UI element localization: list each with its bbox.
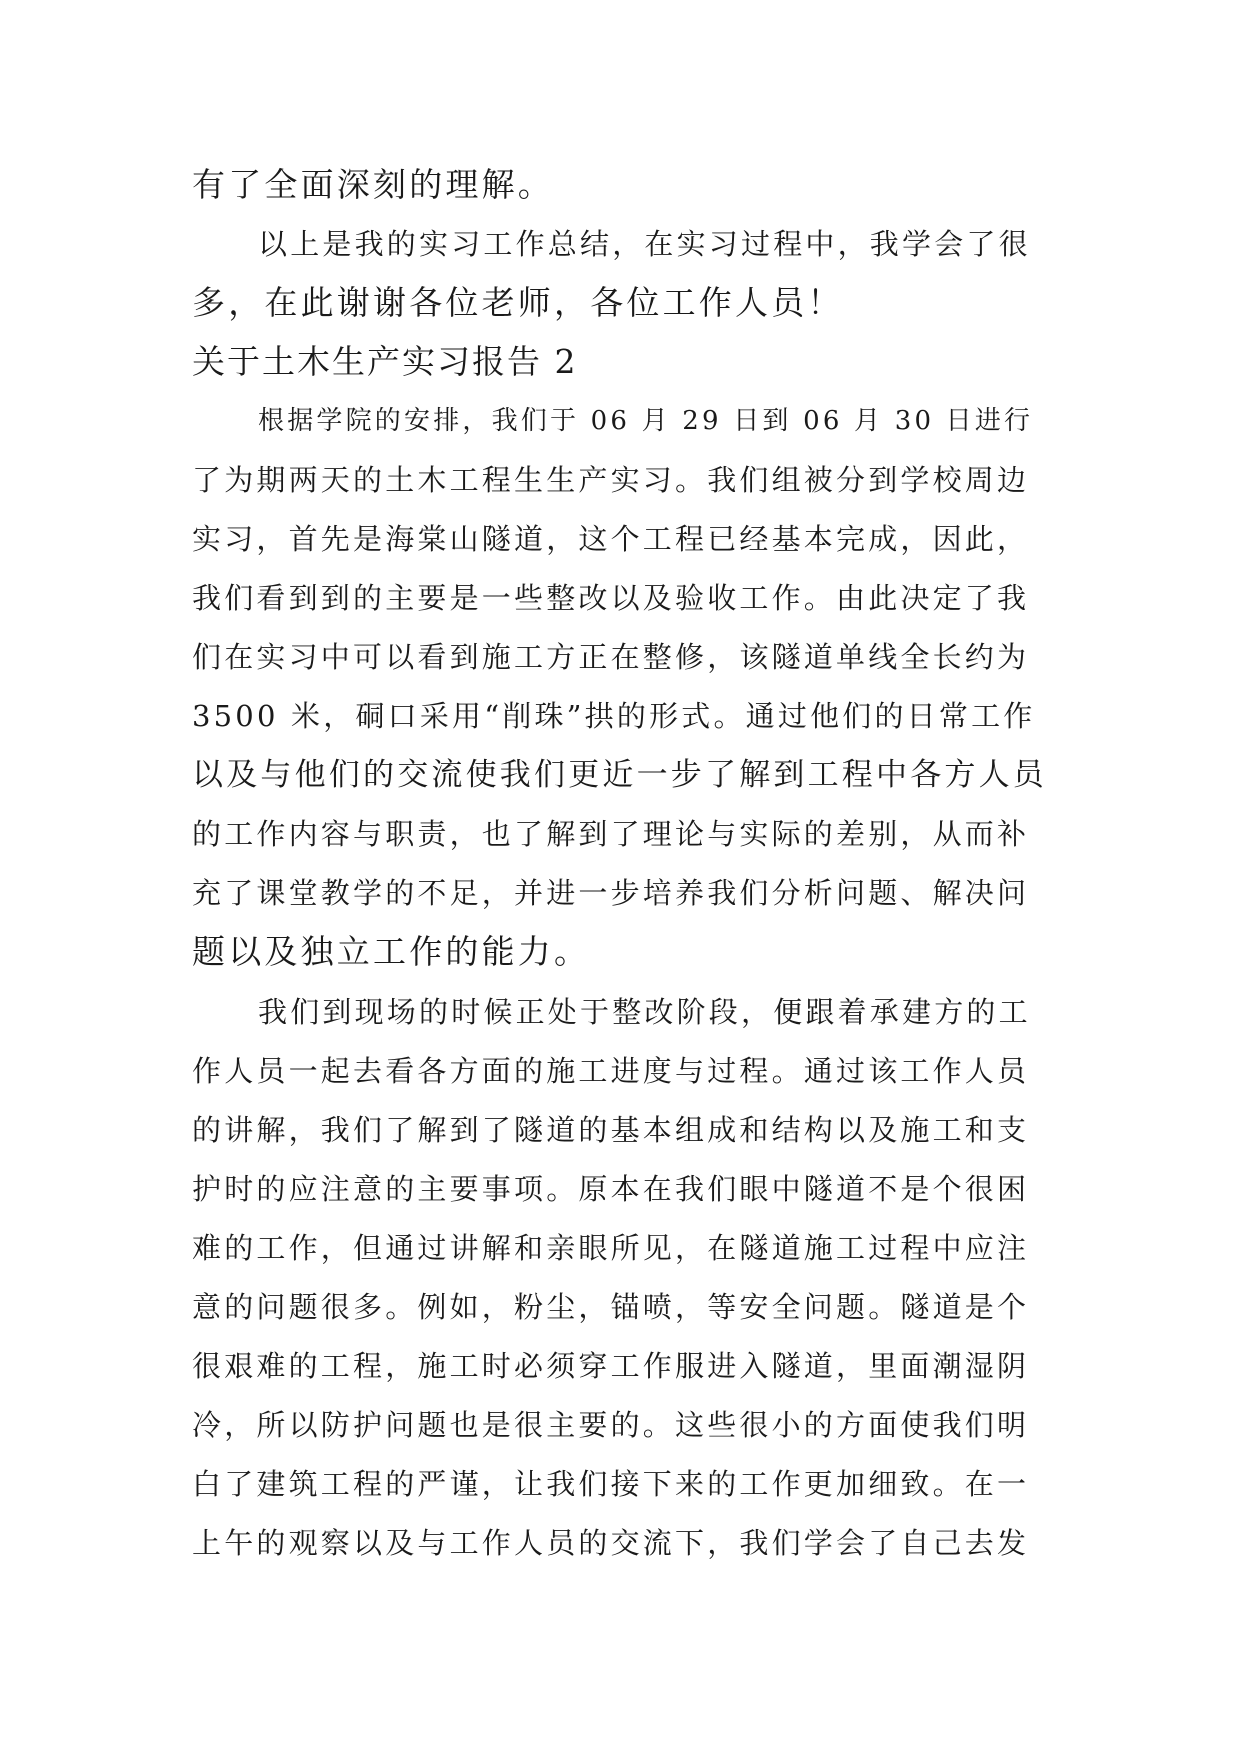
text-line: 题以及独立工作的能力。 [192, 932, 591, 971]
text-line: 们在实习中可以看到施工方正在整修，该隧道单线全长约为 [192, 640, 1030, 674]
text-line: 白了建筑工程的严谨，让我们接下来的工作更加细致。在一 [192, 1467, 1030, 1501]
text-line: 多，在此谢谢各位老师，各位工作人员！ [192, 283, 844, 322]
text-line: 很艰难的工程，施工时必须穿工作服进入隧道，里面潮湿阴 [192, 1349, 1030, 1383]
text-line: 我们到现场的时候正处于整改阶段，便跟着承建方的工 [258, 995, 1031, 1029]
text-line: 冷，所以防护问题也是很主要的。这些很小的方面使我们明 [192, 1408, 1030, 1442]
text-line: 上午的观察以及与工作人员的交流下，我们学会了自己去发 [192, 1526, 1030, 1560]
text-line: 根据学院的安排，我们于 06 月 29 日到 06 月 30 日进行 [258, 406, 1034, 436]
text-line: 有了全面深刻的理解。 [192, 165, 554, 204]
text-line: 意的问题很多。例如，粉尘，锚喷，等安全问题。隧道是个 [192, 1290, 1030, 1324]
text-line: 了为期两天的土木工程生生产实习。我们组被分到学校周边 [192, 463, 1030, 497]
text-line: 充了课堂教学的不足，并进一步培养我们分析问题、解决问 [192, 876, 1030, 910]
text-line: 的工作内容与职责，也了解到了理论与实际的差别，从而补 [192, 817, 1030, 851]
text-line: 以上是我的实习工作总结，在实习过程中，我学会了很 [258, 227, 1031, 261]
section-heading: 关于土木生产实习报告 2 [192, 342, 578, 381]
text-line: 我们看到到的主要是一些整改以及验收工作。由此决定了我 [192, 581, 1030, 615]
text-line: 护时的应注意的主要事项。原本在我们眼中隧道不是个很困 [192, 1172, 1030, 1206]
text-line: 的讲解，我们了解到了隧道的基本组成和结构以及施工和支 [192, 1113, 1030, 1147]
text-line: 难的工作，但通过讲解和亲眼所见，在隧道施工过程中应注 [192, 1231, 1030, 1265]
text-line: 作人员一起去看各方面的施工进度与过程。通过该工作人员 [192, 1054, 1030, 1088]
text-line: 3500 米，硐口采用“削珠”拱的形式。通过他们的日常工作 [192, 699, 1036, 733]
text-line: 以及与他们的交流使我们更近一步了解到工程中各方人员 [192, 757, 1047, 793]
text-line: 实习，首先是海棠山隧道，这个工程已经基本完成，因此， [192, 522, 1030, 556]
